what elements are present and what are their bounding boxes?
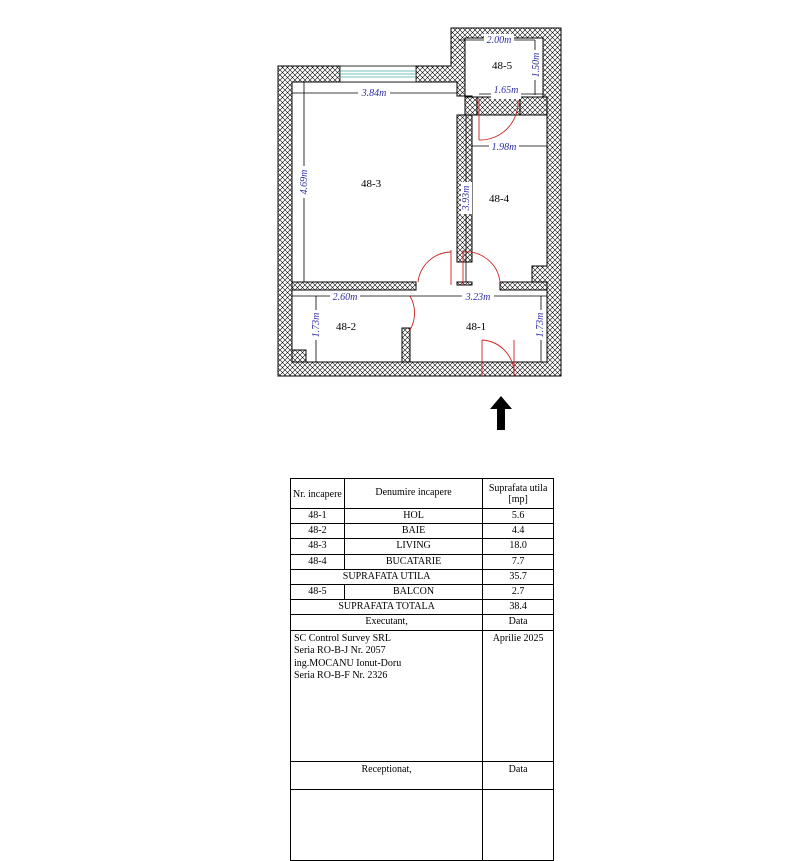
suprafata-utila-row [291,569,554,584]
dim-hall-height: 1.73m [535,312,546,338]
header-nr: Nr. incapere [291,479,345,509]
executant-date: Aprilie 2025 [483,630,554,761]
cell-nr: 48-5 [291,585,345,600]
cell-name: BAIE [344,524,482,539]
cell-area: 5.6 [483,509,554,524]
executant-details [291,630,483,761]
receptionat-data-label: Data [483,761,554,789]
dim-balcony-height: 1.50m [531,52,542,78]
dim-bath-height: 1.73m [311,312,322,338]
cell-area: 7.7 [483,554,554,569]
dim-hall-width: 3.23m [465,292,491,303]
executant-line: ing.MOCANU Ionut-Doru [294,657,402,669]
receptionat-body-row [291,789,554,860]
cell-nr: 48-3 [291,539,345,554]
wall-bath-hall [402,328,410,362]
room-label-48-2: 48-2 [336,321,357,333]
cell-area: 18.0 [483,539,554,554]
dim-balcony-width: 2.00m [486,35,512,46]
table-row [291,554,554,569]
cell-nr: 48-1 [291,509,345,524]
cell-nr: 48-2 [291,524,345,539]
suprafata-totala-value: 38.4 [483,600,554,615]
suprafata-totala-row [291,600,554,615]
wall-living-kitchen-stub [457,282,472,285]
table-row [291,539,554,554]
dim-balcony-door: 1.65m [493,85,519,96]
header-name: Denumire incapere [344,479,482,509]
executant-line: Seria RO-B-J Nr. 2057 [294,645,386,657]
cell-nr: 48-4 [291,554,345,569]
executant-line: Seria RO-B-F Nr. 2326 [294,670,388,682]
wall-living-hall [292,282,416,290]
table-row [291,585,554,600]
cell-name: HOL [344,509,482,524]
receptionat-date [483,789,554,860]
room-label-48-5: 48-5 [492,60,513,72]
executant-label: Executant, [291,615,483,630]
cell-name: BALCON [344,585,482,600]
cell-name: BUCATARIE [344,554,482,569]
executant-header-row [291,615,554,630]
dim-living-height: 4.69m [299,169,310,195]
wall-balcony-left [465,97,477,115]
room-label-48-4: 48-4 [489,193,510,205]
dim-kitchen-height: 3.93m [461,185,472,211]
dim-kitchen-width: 1.98m [491,142,517,153]
executant-data-label: Data [483,615,554,630]
dim-bath-width: 2.60m [332,292,358,303]
executant-line: SC Control Survey SRL [294,632,391,644]
room-label-48-3: 48-3 [361,178,382,190]
cell-area: 4.4 [483,524,554,539]
bath-notch [292,350,306,362]
cell-area: 2.7 [483,585,554,600]
header-area: Suprafata utila [mp] [483,479,554,509]
wall-kitchen-hall [500,282,547,290]
receptionat-header-row [291,761,554,789]
suprafata-utila-value: 35.7 [483,569,554,584]
window-icon [340,66,416,82]
wall-balcony-kitchen [520,97,547,115]
room-label-48-1: 48-1 [466,321,487,333]
suprafata-utila-label: SUPRAFATA UTILA [291,569,483,584]
arrow-up-icon [490,396,512,430]
table-row [291,509,554,524]
cell-name: LIVING [344,539,482,554]
executant-body-row [291,630,554,761]
table-header-row [291,479,554,509]
receptionat-label: Receptionat, [291,761,483,789]
dim-living-width: 3.84m [361,88,387,99]
receptionat-details [291,789,483,860]
area-table [290,478,554,861]
suprafata-totala-label: SUPRAFATA TOTALA [291,600,483,615]
table-row [291,524,554,539]
